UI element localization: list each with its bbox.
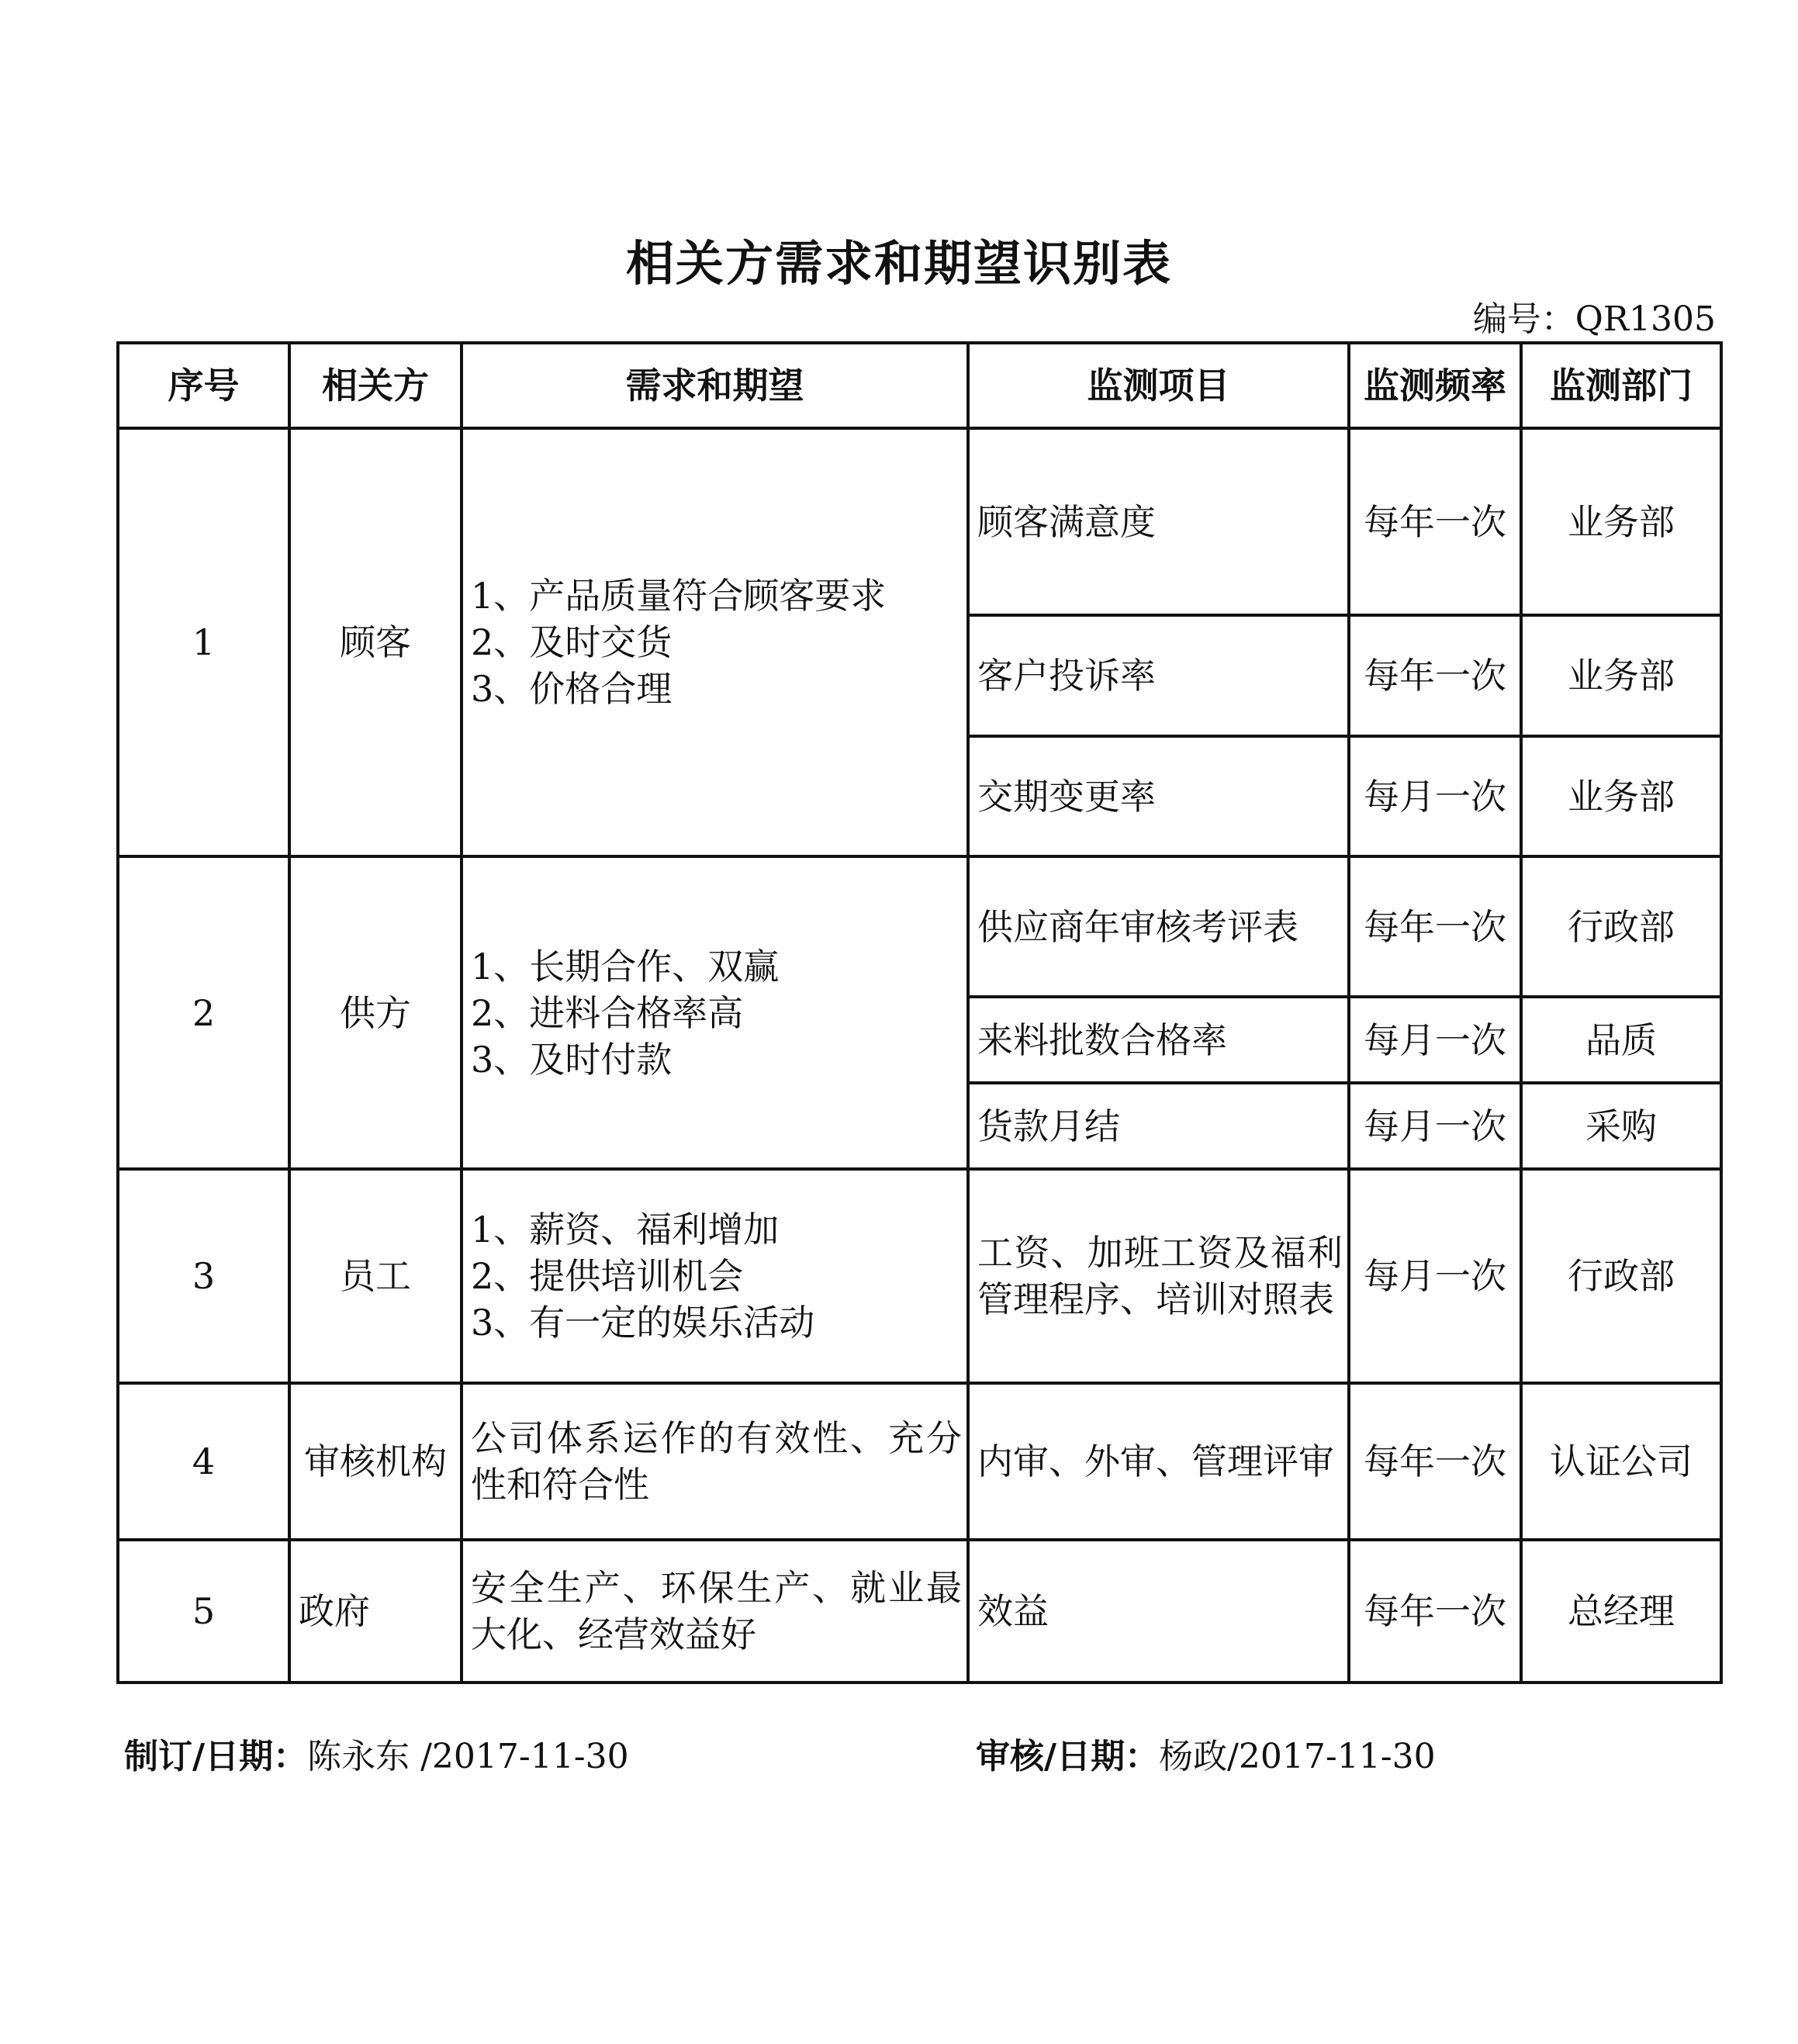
cell-monitor-department: 采购 (1521, 1083, 1721, 1169)
cell-monitor-department: 业务部 (1521, 736, 1721, 856)
cell-party: 供方 (289, 856, 462, 1169)
cell-no: 5 (118, 1540, 289, 1683)
stakeholder-table (116, 341, 1723, 1684)
cell-needs: 1、长期合作、双赢 2、进料合格率高 3、及时付款 (462, 856, 968, 1169)
reviewed-label: 审核/日期： (976, 1737, 1160, 1776)
cell-monitor-item: 内审、外审、管理评审 (968, 1383, 1349, 1540)
cell-needs: 1、薪资、福利增加 2、提供培训机会 3、有一定的娱乐活动 (462, 1169, 968, 1383)
cell-monitor-department: 认证公司 (1521, 1383, 1721, 1540)
cell-party: 审核机构 (289, 1383, 462, 1540)
cell-monitor-frequency: 每年一次 (1349, 1540, 1521, 1683)
reviewed-value: 杨政/2017-11-30 (1159, 1737, 1436, 1776)
header-no: 序号 (118, 343, 289, 428)
cell-monitor-item: 工资、加班工资及福利管理程序、培训对照表 (968, 1169, 1349, 1383)
cell-monitor-department: 总经理 (1521, 1540, 1721, 1683)
cell-monitor-department: 行政部 (1521, 1169, 1721, 1383)
cell-monitor-item: 供应商年审核考评表 (968, 856, 1349, 997)
table-row (118, 1169, 1721, 1383)
table-row (118, 1383, 1721, 1540)
cell-monitor-item: 客户投诉率 (968, 615, 1349, 736)
cell-party: 员工 (289, 1169, 462, 1383)
cell-monitor-department: 行政部 (1521, 856, 1721, 997)
cell-monitor-frequency: 每年一次 (1349, 428, 1521, 615)
cell-monitor-department: 业务部 (1521, 428, 1721, 615)
cell-party: 政府 (289, 1540, 462, 1683)
cell-no: 3 (118, 1169, 289, 1383)
cell-monitor-item: 效益 (968, 1540, 1349, 1683)
header-needs: 需求和期望 (462, 343, 968, 428)
prepared-by (124, 1734, 629, 1780)
cell-monitor-item: 交期变更率 (968, 736, 1349, 856)
cell-monitor-frequency: 每月一次 (1349, 736, 1521, 856)
cell-monitor-department: 业务部 (1521, 615, 1721, 736)
cell-monitor-item: 来料批数合格率 (968, 997, 1349, 1083)
table-row (118, 428, 1721, 615)
cell-no: 4 (118, 1383, 289, 1540)
header-party: 相关方 (289, 343, 462, 428)
table-row (118, 856, 1721, 997)
cell-party: 顾客 (289, 428, 462, 856)
cell-monitor-department: 品质 (1521, 997, 1721, 1083)
cell-monitor-item: 货款月结 (968, 1083, 1349, 1169)
cell-needs: 1、产品质量符合顾客要求 2、及时交货 3、价格合理 (462, 428, 968, 856)
cell-needs: 安全生产、环保生产、就业最大化、经营效益好 (462, 1540, 968, 1683)
document-title: 相关方需求和期望识别表 (625, 235, 1172, 292)
cell-monitor-frequency: 每月一次 (1349, 997, 1521, 1083)
cell-monitor-frequency: 每年一次 (1349, 615, 1521, 736)
table-header-row (118, 343, 1721, 428)
table-row (118, 1540, 1721, 1683)
cell-monitor-item: 顾客满意度 (968, 428, 1349, 615)
header-monitor-frequency: 监测频率 (1349, 343, 1521, 428)
cell-monitor-frequency: 每年一次 (1349, 856, 1521, 997)
reviewed-by (976, 1734, 1436, 1780)
cell-no: 2 (118, 856, 289, 1169)
header-monitor-department: 监测部门 (1521, 343, 1721, 428)
prepared-label: 制订/日期： (124, 1737, 308, 1776)
cell-monitor-frequency: 每月一次 (1349, 1083, 1521, 1169)
document-number: 编号：QR1305 (1472, 299, 1716, 339)
cell-needs: 公司体系运作的有效性、充分性和符合性 (462, 1383, 968, 1540)
cell-monitor-frequency: 每月一次 (1349, 1169, 1521, 1383)
header-monitor-item: 监测项目 (968, 343, 1349, 428)
cell-no: 1 (118, 428, 289, 856)
prepared-value: 陈永东 /2017-11-30 (307, 1737, 629, 1776)
cell-monitor-frequency: 每年一次 (1349, 1383, 1521, 1540)
